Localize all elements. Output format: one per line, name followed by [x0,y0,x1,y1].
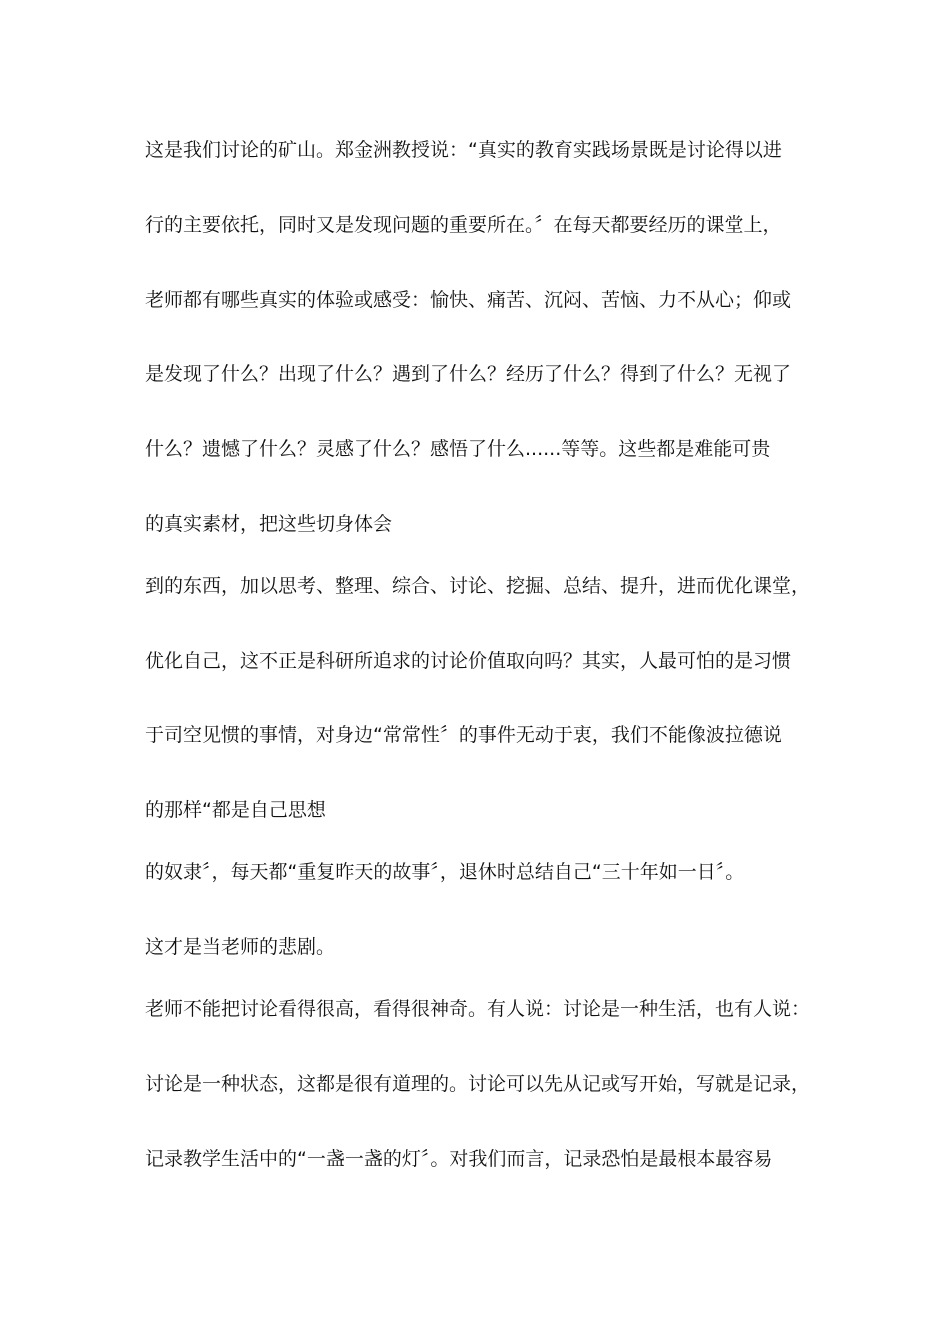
paragraph-line: 讨论是一种状态，这都是很有道理的。讨论可以先从记或写开始，写就是记录， [145,1073,811,1095]
paragraph-line: 这是我们讨论的矿山。郑金洲教授说：“真实的教育实践场景既是讨论得以进 [145,139,782,161]
paragraph-line: 这才是当老师的悲剧。 [145,936,336,958]
paragraph-line: 的奴隶〞，每天都“重复昨天的故事〞，退休时总结自己“三十年如一日〞。 [145,861,745,883]
paragraph-line: 行的主要依托，同时又是发现问题的重要所在。〞在每天都要经历的课堂上， [145,214,782,236]
paragraph-line: 的真实素材，把这些切身体会 [145,513,393,535]
paragraph-line: 老师都有哪些真实的体验或感受：愉快、痛苦、沉闷、苦恼、力不从心；仰或 [145,289,792,311]
paragraph-line: 什么？遗憾了什么？灵感了什么？感悟了什么......等等。这些都是难能可贵 [145,438,771,460]
paragraph-line: 记录教学生活中的“一盏一盏的灯〞。对我们而言，记录恐怕是最根本最容易 [145,1148,773,1170]
paragraph-line: 老师不能把讨论看得很高，看得很神奇。有人说：讨论是一种生活，也有人说： [145,998,811,1020]
paragraph-line: 的那样“都是自己思想 [145,799,326,821]
paragraph-line: 优化自己，这不正是科研所追求的讨论价值取向吗？其实，人最可怕的是习惯 [145,650,792,672]
paragraph-line: 到的东西，加以思考、整理、综合、讨论、挖掘、总结、提升，进而优化课堂， [145,575,811,597]
paragraph-line: 是发现了什么？出现了什么？遇到了什么？经历了什么？得到了什么？无视了 [145,363,792,385]
paragraph-line: 于司空见惯的事情，对身边“常常性〞的事件无动于衷，我们不能像波拉德说 [145,724,782,746]
